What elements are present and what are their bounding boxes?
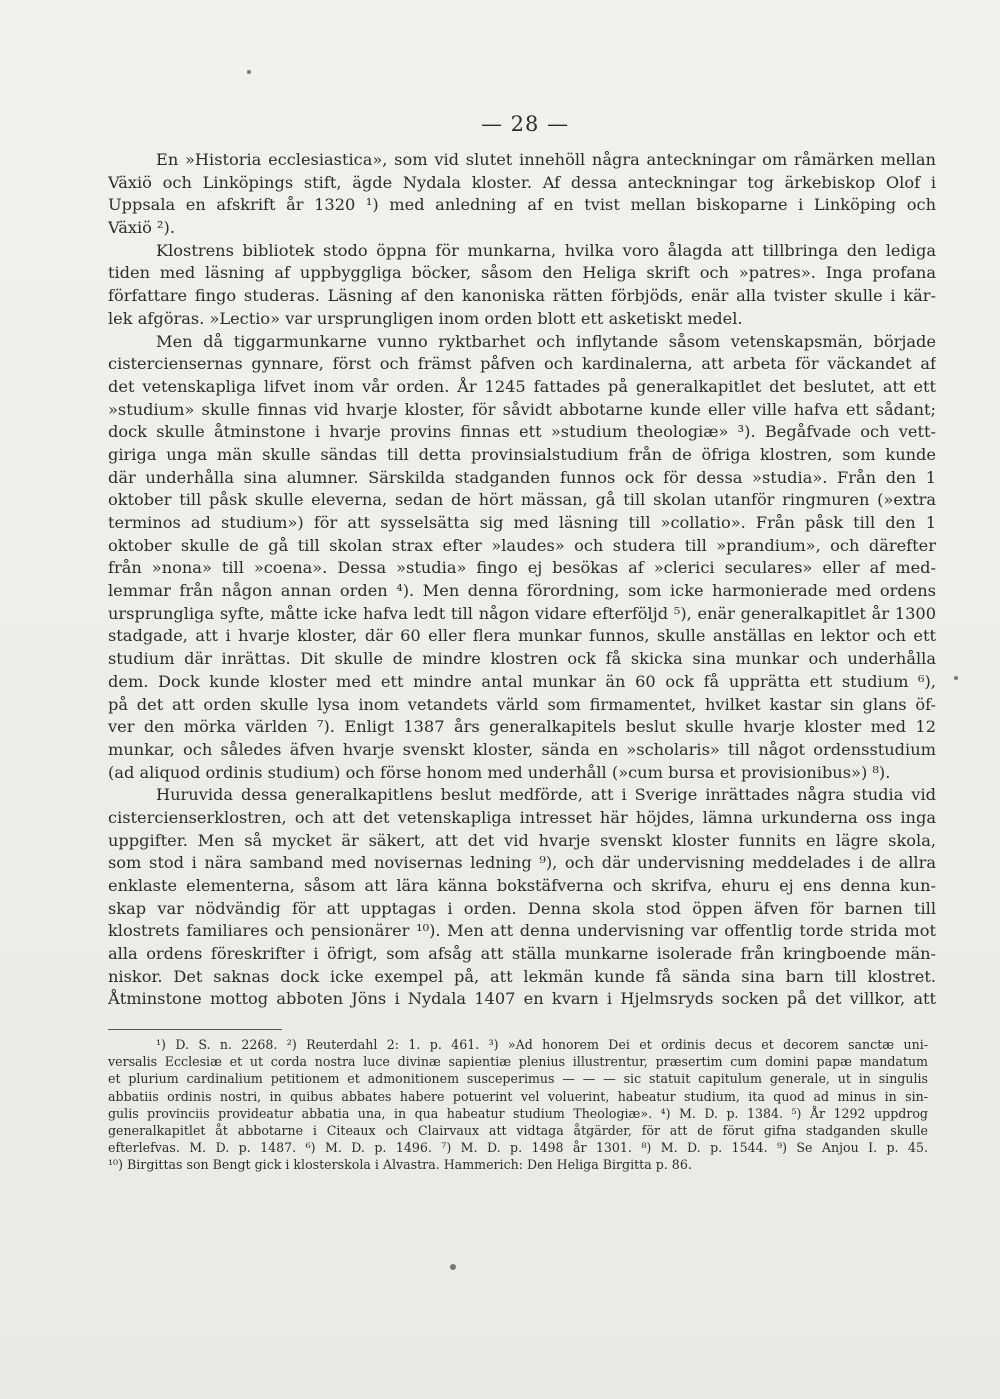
text-line: »studium» skulle finnas vid hvarje kloster, för såvidt abbotarne kunde eller ville hafva ett sådant; (108, 399, 936, 419)
text-line: niskor. Det saknas dock icke exempel på, att lekmän kunde få sända sina barn till klostret. (108, 966, 936, 986)
text-line: Åtminstone mottog abboten Jöns i Nydala 1407 en kvarn i Hjelmsryds socken på det villkor, att (108, 989, 936, 1009)
text-line: Men då tiggarmunkarne vunno ryktbarhet och inflytande såsom vetenskapsmän, började (156, 331, 936, 351)
text-line: Uppsala en afskrift år 1320 ¹) med anledning af en tvist mellan biskoparne i Linköping och (108, 195, 936, 215)
footnote-line: generalkapitlet åt abbotarne i Citeaux och Clairvaux att vidtaga åtgärder, för att de förut gifna stadganden skulle (108, 1122, 928, 1138)
text-line: dock skulle åtminstone i hvarje provins finnas ett »studium theologiæ» ³). Begåfvade och vett- (108, 422, 936, 442)
text-line: alla ordens föreskrifter i öfrigt, som afsåg att ställa munkarne isolerade från kringboende män- (108, 944, 936, 964)
text-line: där underhålla sina alumner. Särskilda stadganden funnos ock för dessa »studia». Från den 1 (108, 467, 936, 487)
text-line: på det att orden skulle lysa inom vetandets värld som firmamentet, hvilket kastar sin glans öf- (108, 694, 936, 714)
text-line: från »nona» till »coena». Dessa »studia» fingo ej besökas af »clerici seculares» eller af med- (108, 558, 936, 578)
text-line: klostrets familiares och pensionärer ¹⁰). Men att denna undervisning var offentlig torde strida mot (108, 921, 936, 941)
text-line: enklaste elementerna, såsom att lära känna bokstäfverna och skrifva, ehuru ej ens denna kun- (108, 876, 936, 895)
text-line: ver den mörka världen ⁷). Enligt 1387 års generalkapitels beslut skulle hvarje kloster med 12 (108, 717, 936, 737)
text-line: oktober skulle de gå till skolan strax efter »laudes» och studera till »prandium», och därefter (108, 535, 936, 555)
text-line: författare fingo studeras. Läsning af den kanoniska rätten förbjöds, enär alla tvister skulle i kär- (108, 286, 936, 306)
text-line: Klostrens bibliotek stodo öppna för munkarna, hvilka voro ålagda att tillbringa den lediga (156, 240, 936, 260)
footnote-line: versalis Ecclesiæ et ut corda nostra luce divinæ sapientiæ plenius illustrentur, præsertim cum domini papæ mandatum (108, 1054, 928, 1070)
text-line: lek afgöras. »Lectio» var ursprungligen inom orden blott ett asketiskt medel. (108, 308, 743, 328)
text-line: som stod i nära samband med novisernas ledning ⁹), och där undervisning meddelades i de allra (108, 853, 936, 873)
text-line: det vetenskapliga lifvet inom vår orden. År 1245 fattades på generalkapitlet det beslutet, att ett (108, 376, 936, 396)
paper-speck (954, 676, 958, 680)
text-line: cisterciensernas gynnare, först och främst påfven och kardinalerna, att arbeta för väckandet af (108, 354, 936, 374)
text-line: Huruvida dessa generalkapitlens beslut medförde, att i Sverige inrättades några studia vid (156, 785, 936, 805)
footnote-line: et plurium cardinalium petitionem et admonitionem susceperimus — — — sic statuit capitulum generale, ut in singulis (108, 1071, 928, 1087)
footnote-line: gulis provinciis provideatur abbatia una, in qua habeatur studium Theologiæ». ⁴) M. D. p. 1384. ⁵) År 1292 uppdrog (108, 1105, 928, 1121)
body-text (108, 149, 936, 1011)
text-line: tiden med läsning af uppbyggliga böcker, såsom den Heliga skrift och »patres». Inga profana (108, 263, 936, 283)
text-line: uppgifter. Men så mycket är säkert, att det vid hvarje svenskt kloster funnits en lägre skola, (108, 830, 936, 850)
text-line: dem. Dock kunde kloster med ett mindre antal munkar än 60 ock få upprätta ett studium ⁶), (108, 671, 936, 691)
footnote-line: efterlefvas. M. D. p. 1487. ⁶) M. D. p. 1496. ⁷) M. D. p. 1498 år 1301. ⁸) M. D. p. 1544. ⁹) Se Anjou I. p. 45. (108, 1140, 928, 1156)
text-line: studium där inrättas. Dit skulle de mindre klostren ock få skicka sina munkar och underhålla (108, 649, 936, 669)
footnote-line: ¹) D. S. n. 2268. ²) Reuterdahl 2: 1. p. 461. ³) »Ad honorem Dei et ordinis decus et decorem sanctæ uni- (156, 1037, 928, 1052)
text-line: terminos ad studium») för att sysselsätta sig med läsning till »collatio». Från påsk till den 1 (108, 513, 936, 532)
text-line: giriga unga män skulle sändas till detta provinsialstudium från de öfriga klostren, som kunde (108, 444, 936, 464)
footnote-line: ¹⁰) Birgittas son Bengt gick i klosterskola i Alvastra. Hammerich: Den Heliga Birgitta p. 86. (108, 1157, 692, 1173)
text-line: cistercienserklostren, och att det vetenskapliga intresset här höjdes, lämna urkunderna oss inga (108, 807, 936, 827)
text-line: munkar, och således äfven hvarje svenskt kloster, sända en »scholaris» till något ordensstudium (108, 739, 936, 759)
text-line: skap var nödvändig för att upptagas i orden. Denna skola stod öppen äfven för barnen till (108, 898, 936, 918)
text-line: Växiö och Linköpings stift, ägde Nydala kloster. Af dessa anteckningar tog ärkebiskop Olof i (108, 172, 936, 192)
text-line: En »Historia ecclesiastica», som vid slutet innehöll några anteckningar om råmärken mellan (156, 150, 936, 169)
page-number: — 28 — (480, 112, 570, 136)
paper-speck (247, 70, 251, 74)
footnotes (108, 1036, 928, 1174)
ink-blot (450, 1264, 456, 1270)
footnote-line: abbatiis ordinis nostri, in quibus abbates habere potuerint vel voluerint, habeatur studium, ita quod ad minus in sin- (108, 1088, 928, 1104)
text-line: (ad aliquod ordinis studium) och förse honom med underhåll (»cum bursa et provisionibus») ⁸). (108, 762, 891, 782)
text-line: ursprungliga syfte, måtte icke hafva ledt till någon vidare efterföljd ⁵), enär generalkapitlet år 1300 (108, 603, 936, 623)
footnote-divider (108, 1029, 282, 1030)
text-line: Växiö ²). (108, 218, 176, 238)
text-line: oktober till påsk skulle eleverna, sedan de hört mässan, gå till skolan utanför ringmuren (»extra (108, 490, 936, 510)
text-line: lemmar från någon annan orden ⁴). Men denna förordning, som icke harmonierade med ordens (108, 581, 936, 601)
text-line: stadgade, att i hvarje kloster, där 60 eller flera munkar funnos, skulle anställas en lektor och ett (108, 626, 936, 646)
